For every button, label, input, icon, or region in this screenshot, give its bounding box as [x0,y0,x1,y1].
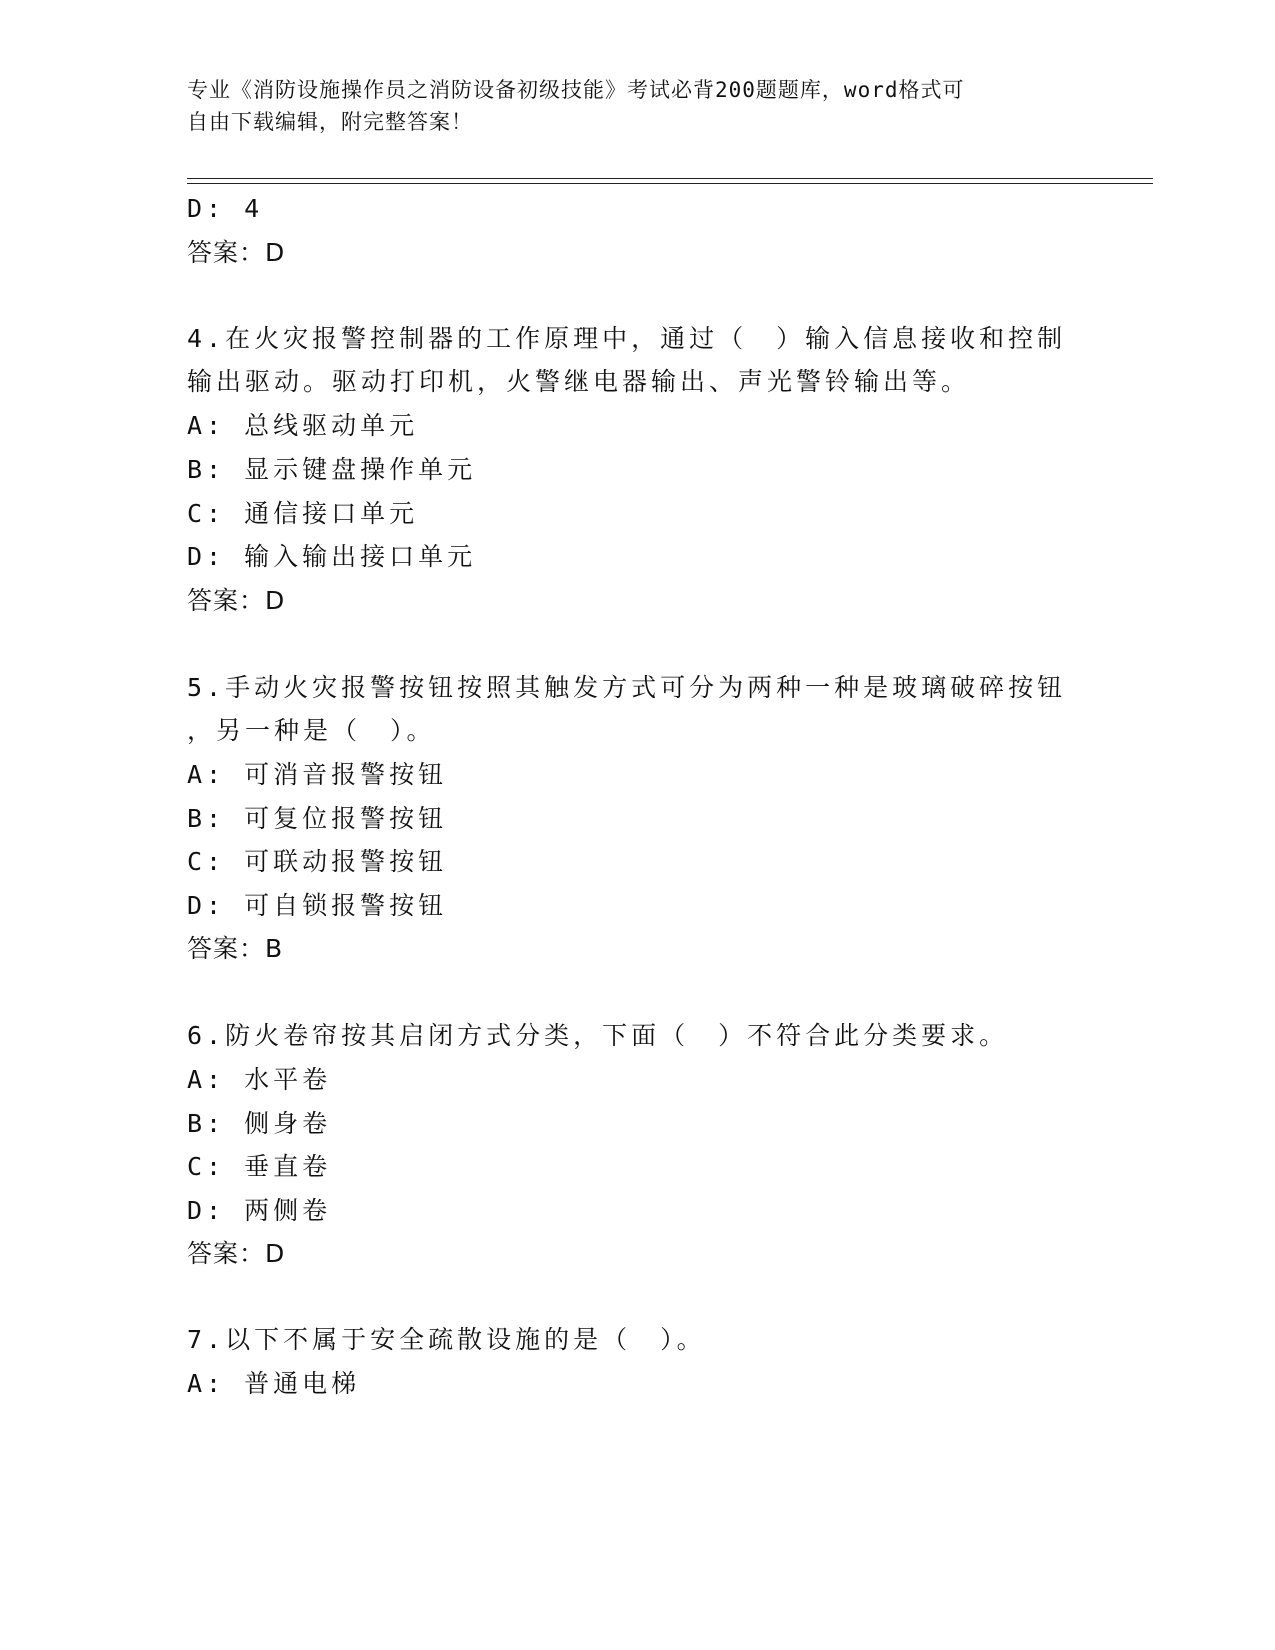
header-divider-top [187,178,1153,179]
q5-option-c: C: 可联动报警按钮 [187,847,448,876]
q4-option-d: D: 输入输出接口单元 [187,542,477,571]
q4-answer: 答案：D [187,586,286,615]
prev-option-d: D: 4 [187,194,264,223]
q6-option-d: D: 两侧卷 [187,1196,332,1225]
prev-answer: 答案：D [187,238,286,267]
q6-option-a: A: 水平卷 [187,1065,332,1094]
q5-option-d: D: 可自锁报警按钮 [187,891,448,920]
q4-stem-line-2: 输出驱动。驱动打印机，火警继电器输出、声光警铃输出等。 [187,367,971,396]
q7-option-a: A: 普通电梯 [187,1369,361,1398]
q6-stem-line-1: 6.防火卷帘按其启闭方式分类，下面（ ）不符合此分类要求。 [187,1021,1009,1050]
q5-answer: 答案：B [187,934,284,963]
document-header [187,74,1067,138]
q4-stem-line-1: 4.在火灾报警控制器的工作原理中，通过（ ）输入信息接收和控制 [187,324,1067,353]
header-line-2: 自由下载编辑，附完整答案！ [187,110,473,134]
q4-option-b: B: 显示键盘操作单元 [187,455,477,484]
q4-option-c: C: 通信接口单元 [187,499,419,528]
header-line-1: 专业《消防设施操作员之消防设备初级技能》考试必背200题题库，word格式可 [187,78,965,102]
q4-option-a: A: 总线驱动单元 [187,411,419,440]
q5-option-a: A: 可消音报警按钮 [187,760,448,789]
q6-option-b: B: 侧身卷 [187,1109,332,1138]
q7-stem-line-1: 7.以下不属于安全疏散设施的是（ ）。 [187,1325,706,1354]
q5-stem-line-1: 5.手动火灾报警按钮按照其触发方式可分为两种一种是玻璃破碎按钮 [187,673,1067,702]
q5-stem-line-2: ，另一种是（ ）。 [187,716,436,745]
q6-answer: 答案：D [187,1239,286,1268]
q5-option-b: B: 可复位报警按钮 [187,804,448,833]
header-divider-bottom [187,183,1153,184]
q6-option-c: C: 垂直卷 [187,1152,332,1181]
